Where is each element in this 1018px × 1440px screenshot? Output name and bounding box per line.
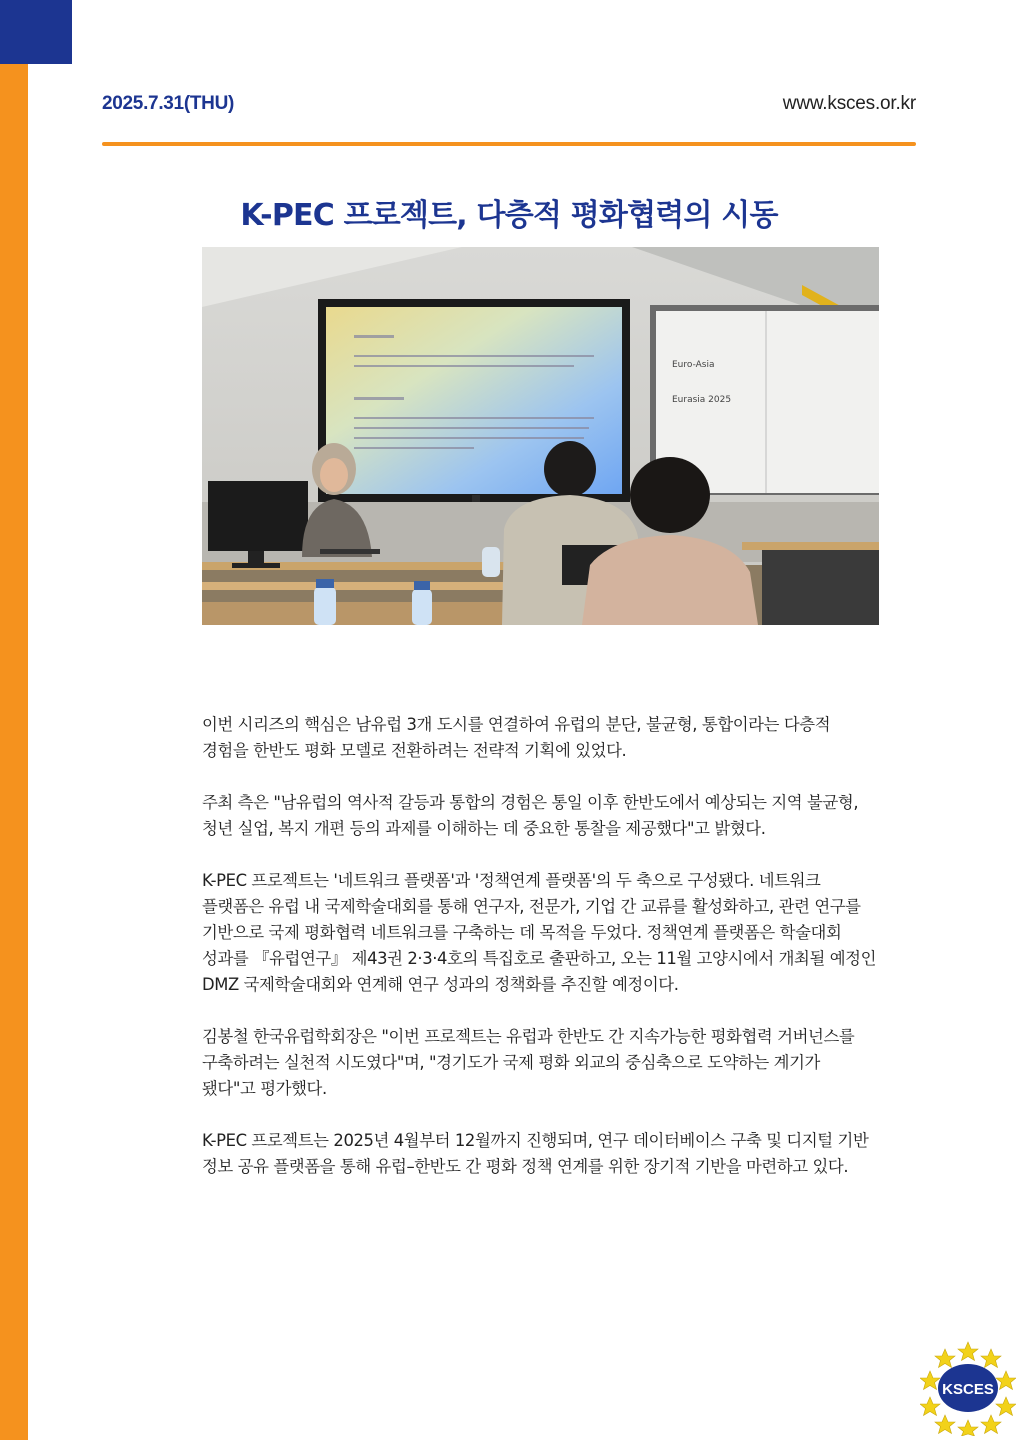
paragraph-2: 주최 측은 "남유럽의 역사적 갈등과 통합의 경험은 통일 이후 한반도에서 예상되는 지역 불균형, 청년 실업, 복지 개편 등의 과제를 이해하는 데 중요한 통찰을 제공했다"고 밝혔다. xyxy=(202,793,859,838)
article-title: K-PEC 프로젝트, 다층적 평화협력의 시동 xyxy=(240,198,778,234)
website-url[interactable]: www.ksces.or.kr xyxy=(782,93,916,114)
paragraph-5: K-PEC 프로젝트는 2025년 4월부터 12월까지 진행되며, 연구 데이터베이스 구축 및 디지털 기반 정보 공유 플랫폼을 통해 유럽–한반도 간 평화 정책 연계를 위한 장기적 기반을 마련하고 있다. xyxy=(202,1131,869,1176)
paragraph-3: K-PEC 프로젝트는 '네트워크 플랫폼'과 '정책연계 플랫폼'의 두 축으로 구성됐다. 네트워크 플랫폼은 유럽 내 국제학술대회를 통해 연구자, 전문가, 기업 간 교류를 활성화하고, 관련 연구를 기반으로 국제 평화협력 네트워크를 구축하는 데 목적을 두었다. 정책연계 플랫폼은 학술대회 성과를 『유럽연구』 제43권 2·3·4호의 특집호로 출판하고, 오는 11월 고양시에서 개최될 예정인 DMZ 국제학술대회와 연계해 연구 성과의 정책화를 추진할 예정이다. xyxy=(202,871,877,994)
header-divider xyxy=(102,142,916,146)
conference-photo xyxy=(202,247,879,625)
article-body xyxy=(202,712,878,1206)
ksces-logo xyxy=(920,1340,1016,1436)
logo-text: KSCES xyxy=(942,1381,994,1398)
issue-date: 2025.7.31(THU) xyxy=(102,93,235,114)
paragraph-4: 김봉철 한국유럽학회장은 "이번 프로젝트는 유럽과 한반도 간 지속가능한 평화협력 거버넌스를 구축하려는 실천적 시도였다"며, "경기도가 국제 평화 외교의 중심축으로 도약하는 계기가 됐다"고 평가했다. xyxy=(202,1027,855,1098)
whiteboard-note-1: Euro-Asia xyxy=(672,360,715,370)
left-accent-bar xyxy=(0,0,28,1440)
paragraph-1: 이번 시리즈의 핵심은 남유럽 3개 도시를 연결하여 유럽의 분단, 불균형, 통합이라는 다층적 경험을 한반도 평화 모델로 전환하려는 전략적 기획에 있었다. xyxy=(202,715,831,760)
corner-brand-block xyxy=(0,0,72,64)
whiteboard-note-2: Eurasia 2025 xyxy=(672,395,732,405)
